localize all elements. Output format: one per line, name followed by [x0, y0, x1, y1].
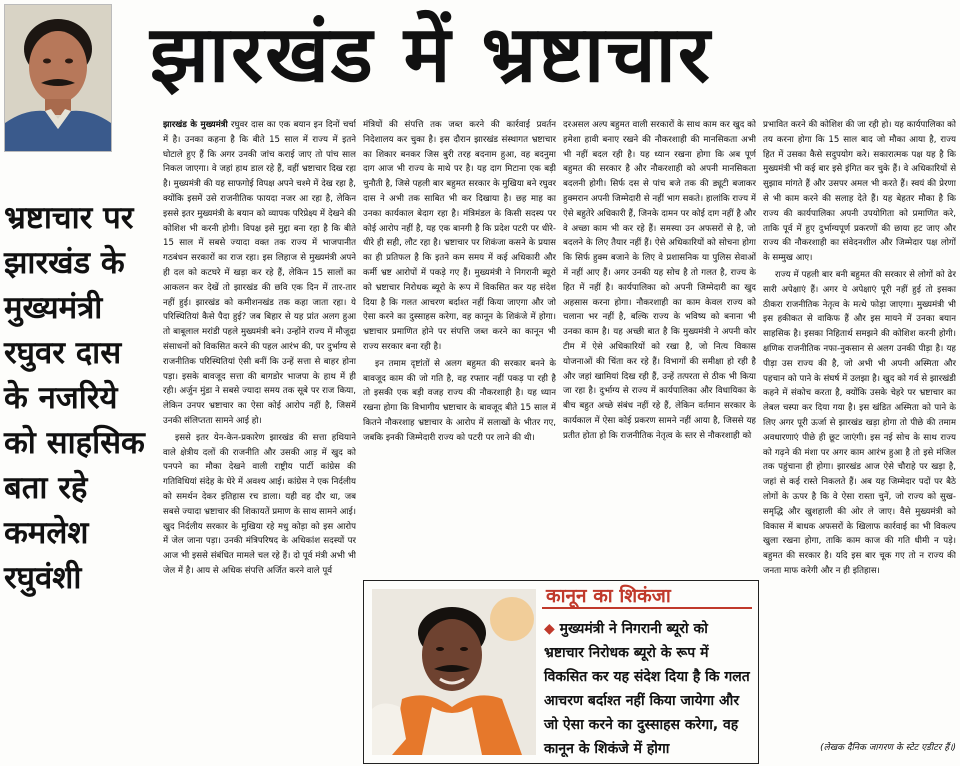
- author-photo: [4, 4, 112, 152]
- paragraph-text: राज्य में पहली बार बनी बहुमत की सरकार से लोगों को ढेर सारी अपेक्षाएं हैं। अगर ये अपेक्षाएं पूरी नहीं हुई तो इसका ठीकरा राजनीतिक नेतृत्व के मत्थे फोड़ा जाएगा। मुख्यमंत्री भी इस हकीकत से वाकिफ हैं और इस मायने में उनका बयान साहसिक है। इसका निहितार्थ समझने की कोशिश करनी होगी। क्षणिक राजनीतिक नफा-नुकसान से अलग उनकी पीड़ा है। यह पीड़ा उस राज्य की है, जो अभी भी अपनी अस्मिता और पहचान को पाने के संघर्ष में उलझा है। खुद को गर्व से झारखंडी कहने में संकोच करता है, क्योंकि उसके चेहरे पर भ्रष्टाचार का लेबल चस्पा कर दिया गया है। इस खंडित अस्मिता को पाने के लिए अगर पूरी ऊर्जा से झारखंड खड़ा होगा तो पीछे की तमाम अवधारणाएं पीछे ही छूट जाएंगी। इस नई सोच के साथ राज्य को गढ़ने की मंशा पर अगर काम आरंभ हुआ है तो इसे मंजिल तक पहुंचाना ही होगा। झारखंड आज ऐसे चौराहे पर खड़ा है, जहां से कई रास्ते निकलते हैं। अब यह जिम्मेदार पदों पर बैठे लोगों के ऊपर है कि वे ऐसा रास्ता चुनें, जो राज्य को सुख-समृद्धि और खुशहाली की ओर ले जाए। वैसे मुख्यमंत्री को विकास में बाधक अफसरों के खिलाफ कार्रवाई का भी विकल्प खुला रखना होगा, ताकि काम काज की गति धीमी न पड़े। बहुमत की सरकार है। यदि इस बार चूक गए तो न राज्य की जनता माफ करेगी और न ही इतिहास।: [763, 269, 956, 576]
- paragraph: [363, 118, 556, 355]
- dek: [4, 196, 154, 601]
- paragraph: [763, 118, 956, 266]
- chief-minister-photo: [372, 589, 536, 755]
- paragraph: [363, 357, 556, 446]
- paragraph-text: इससे इतर येन-केन-प्रकारेण झारखंड की सत्ता हथियाने वाले क्षेत्रीय दलों की राजनीति और उसकी आड़ में खुद को पनपने का मौका देखने वाली राष्ट्रीय पार्टी कांग्रेस की गतिविधियां संदेह के घेरे में अवश्य आई। कांग्रेस ने एक निर्दलीय को समर्थन देकर इतिहास रच डाला। यही वह दौर था, जब सबसे ज्यादा भ्रष्टाचार की शिकायतें प्रमाण के साथ सामने आई। खुद निर्दलीय सरकार के मुखिया रहे मधु कोड़ा को इस आरोप में जेल जाना पड़ा। उनकी मंत्रिपरिषद के अधिकांश सदस्यों पर आज भी इससे संबंधित मामले चल रहे हैं। दो पूर्व मंत्री अभी भी जेल में है। आय से अधिक संपत्ति अर्जित करने वाले पूर्व: [163, 432, 356, 576]
- dek-line: भ्रष्टाचार पर झारखंड के मुख्यमंत्री रघुवर दास के नजरिये को साहसिक बता रहे: [4, 200, 145, 506]
- article-column-2: [363, 118, 556, 574]
- paragraph-text: दरअसल अल्प बहुमत वाली सरकारों के साथ काम कर खुद को हमेशा हावी बनाए रखने की नौकरशाही की मानसिकता अभी भी नहीं बदल रही है। यह ध्यान रखना होगा कि अब पूर्ण बहुमत की सरकार है और नौकरशाही को अपनी मानसिकता बदलनी होगी। सिर्फ दस से पांच बजे तक की ड्यूटी बजाकर हुक्मरान अपनी जिम्मेदारी से नहीं भाग सकते। हालांकि राज्य में ऐसे बहुतेरे अधिकारी हैं, जिनके दामन पर कोई दाग नहीं है और वे अच्छा काम भी कर रहे हैं। समस्या उन अफसरों से है, जो बदलने के लिए तैयार नहीं हैं। ऐसे अधिकारियों को सोचना होगा कि सिर्फ हुक्म बजाने के लिए वे प्रशासनिक या पुलिस सेवाओं में नहीं आए हैं। अगर उनकी यह सोच है तो गलत है, राज्य के हित में नहीं है। कार्यपालिका को अपनी जिम्मेदारी का खुद अहसास करना होगा। नौकरशाही का काम केवल राज्य को चलाना भर नहीं है, बल्कि राज्य के भविष्य को बनाना भी उनका काम है। यह अच्छी बात है कि मुख्यमंत्री ने अपनी कोर टीम में ऐसे अधिकारियों को रखा है, जो नित्य विकास योजनाओं की चिंता कर रहे हैं। विभागों की समीक्षा हो रही है और जहां खामियां दिख रही हैं, उन्हें तत्परता से ठीक भी किया जा रहा है। दुर्भाग्य से राज्य में कार्यपालिका और विधायिका के बीच बहुत अच्छे संबंध नहीं रहे हैं, लेकिन वर्तमान सरकार के कार्यकाल में ऐसा कोई प्रकरण सामने नहीं आया है, जिससे यह प्रतीत होता हो कि राजनीतिक नेतृत्व के स्तर से नौकरशाही को: [563, 120, 756, 441]
- bullet-icon: ◆: [544, 621, 555, 637]
- paragraph-text: रघुवर दास का एक बयान इन दिनों चर्चा में है। उनका कहना है कि बीते 15 साल में राज्य में इतने घोटाले हुए हैं कि अगर उनकी जांच कराई जाए तो पांच साल निकल जाएगा। वे जहां हाथ डाल रहे हैं, वहीं भ्रष्टाचार दिख रहा है। मुख्यमंत्री की यह साफगोई विपक्ष अपने चश्मे में देख रहा है, क्योंकि इसमें उसे राजनीतिक फायदा नजर आ रहा है, लेकिन इससे इतर मुख्यमंत्री के बयान को व्यापक परिप्रेक्ष्य में देखने की कोशिश भी करनी होगी। विपक्ष इसे मुद्दा बना रहा है कि बीते 15 साल में सबसे ज्यादा वक्त तक राज्य में भाजपानीत गठबंधन सरकारों का राज रहा। इस लिहाज से मुख्यमंत्री अपने ही दल को कटघरे में खड़ा कर रहे हैं, लेकिन 15 सालों का आकलन कर देखें तो झारखंड की छवि एक दिन में तार-तार नहीं हुई। झारखंड को कमीशनखंड तक कहा जाता रहा। ये परिस्थितियां कैसे पैदा हुई? जब बिहार से यह प्रांत अलग हुआ तो बाबूलाल मरांडी पहले मुख्यमंत्री बने। उन्होंने राज्य में मौजूदा संसाधनों को विकसित करने की पहल आरंभ की, पर दुर्भाग्य से राजनीतिक परिस्थितियां ऐसी बनीं कि उन्हें सत्ता से बाहर होना पड़ा। इसके बावजूद सत्ता की बागडोर भाजपा के हाथ में ही रही। अर्जुन मुंडा ने सबसे ज्यादा समय तक सूबे पर राज किया, लेकिन उनपर भ्रष्टाचार का ऐसा कोई आरोप नहीं है, जिसमें उनकी संलिप्तता सामने आई हो।: [163, 120, 356, 426]
- author-name: कमलेश रघुवंशी: [4, 515, 89, 596]
- paragraph: [763, 268, 956, 579]
- article-column-4: [763, 118, 956, 738]
- paragraph-text: प्रभावित करने की कोशिश की जा रही हो। यह कार्यपालिका को तय करना होगा कि 15 साल बाद जो मौका आया है, राज्य हित में उसका कैसे सदुपयोग करे। सकारात्मक पक्ष यह है कि मुख्यमंत्री भी कई बार इसे इंगित कर चुके हैं। वे अधिकारियों से सुझाव मांगते हैं और उसपर अमल भी करते हैं। स्वयं की प्रेरणा से भी काम करने की सलाह देते हैं। यह बेहतर मौका है कि राज्य की कार्यपालिका अपनी उपयोगिता को प्रमाणित करे, ताकि पूर्व में हुए दुर्भाग्यपूर्ण प्रकरणों की छाया हट जाए और राज्य की नौकरशाही का संवेदनशील और जिम्मेदार पक्ष लोगों के सम्मुख आए।: [763, 120, 956, 264]
- article-column-1: [163, 118, 356, 762]
- article-column-3: [563, 118, 756, 574]
- paragraph: [163, 431, 356, 579]
- pull-quote-box: [363, 580, 759, 764]
- box-quote-text: मुख्यमंत्री ने निगरानी ब्यूरो को भ्रष्टाचार निरोधक ब्यूरो के रूप में विकसित कर यह संदेश दिया है कि गलत आचरण बर्दाश्त नहीं किया जायेगा और जो ऐसा करने का दुस्साहस करेगा, वह कानून के शिकंजे में होगा: [544, 621, 750, 757]
- paragraph: [563, 118, 756, 444]
- lead-in: झारखंड के मुख्यमंत्री: [163, 120, 228, 130]
- paragraph: [163, 118, 356, 429]
- paragraph-text: इन तमाम दृष्टांतों से अलग बहुमत की सरकार बनने के बावजूद काम की जो गति है, वह रफ्तार नहीं पकड़ पा रही है तो इसकी एक बड़ी वजह राज्य की नौकरशाही है। यह ध्यान रखना होगा कि विभागीय भ्रष्टाचार के बावजूद बीते 15 साल में कितने नौकरशाह भ्रष्टाचार के आरोप में सलाखों के भीतर गए, जबकि इनकी जिम्मेदारी राज्य को पटरी पर लाने की थी।: [363, 358, 556, 443]
- author-credit: (लेखक दैनिक जागरण के स्टेट एडीटर हैं।): [820, 743, 956, 753]
- box-title: कानून का शिकंजा: [542, 583, 752, 609]
- box-quote: [544, 617, 752, 761]
- paragraph-text: मंत्रियों की संपत्ति तक जब्त करने की कार्रवाई प्रवर्तन निदेशालय कर चुका है। इस दौरान झारखंड संस्थागत भ्रष्टाचार का शिकार बनकर जिस बुरी तरह बदनाम हुआ, वह बदनुमा दाग आज भी राज्य के माथे पर है। यह दाग मिटाना एक बड़ी चुनौती है, जिसे पहली बार बहुमत सरकार के मुखिया बने रघुवर दास ने अभी तक साबित भी कर दिखाया है। छह माह का उनका कार्यकाल बेदाग रहा है। मंत्रिमंडल के किसी सदस्य पर कोई आरोप नहीं है, यह एक बानगी है कि प्रदेश पटरी पर धीरे-धीरे ही सही, लौट रहा है। भ्रष्टाचार पर शिकंजा कसने के प्रयास का ही प्रतिफल है कि इतने कम समय में कई अधिकारी और कर्मी भ्रष्ट आरोपों में पकड़े गए हैं। मुख्यमंत्री ने निगरानी ब्यूरो को भ्रष्टाचार निरोधक ब्यूरो के रूप में विकसित कर यह संदेश दिया है कि गलत आचरण बर्दाश्त नहीं किया जाएगा और जो ऐसा करने का दुस्साहस करेगा, वह कानून के शिकंजे में होगा। भ्रष्टाचार प्रमाणित होने पर संपत्ति जब्त करने का कानून भी राज्य सरकार बना रही है।: [363, 120, 556, 352]
- page-title: झारखंड में भ्रष्टाचार: [150, 10, 712, 100]
